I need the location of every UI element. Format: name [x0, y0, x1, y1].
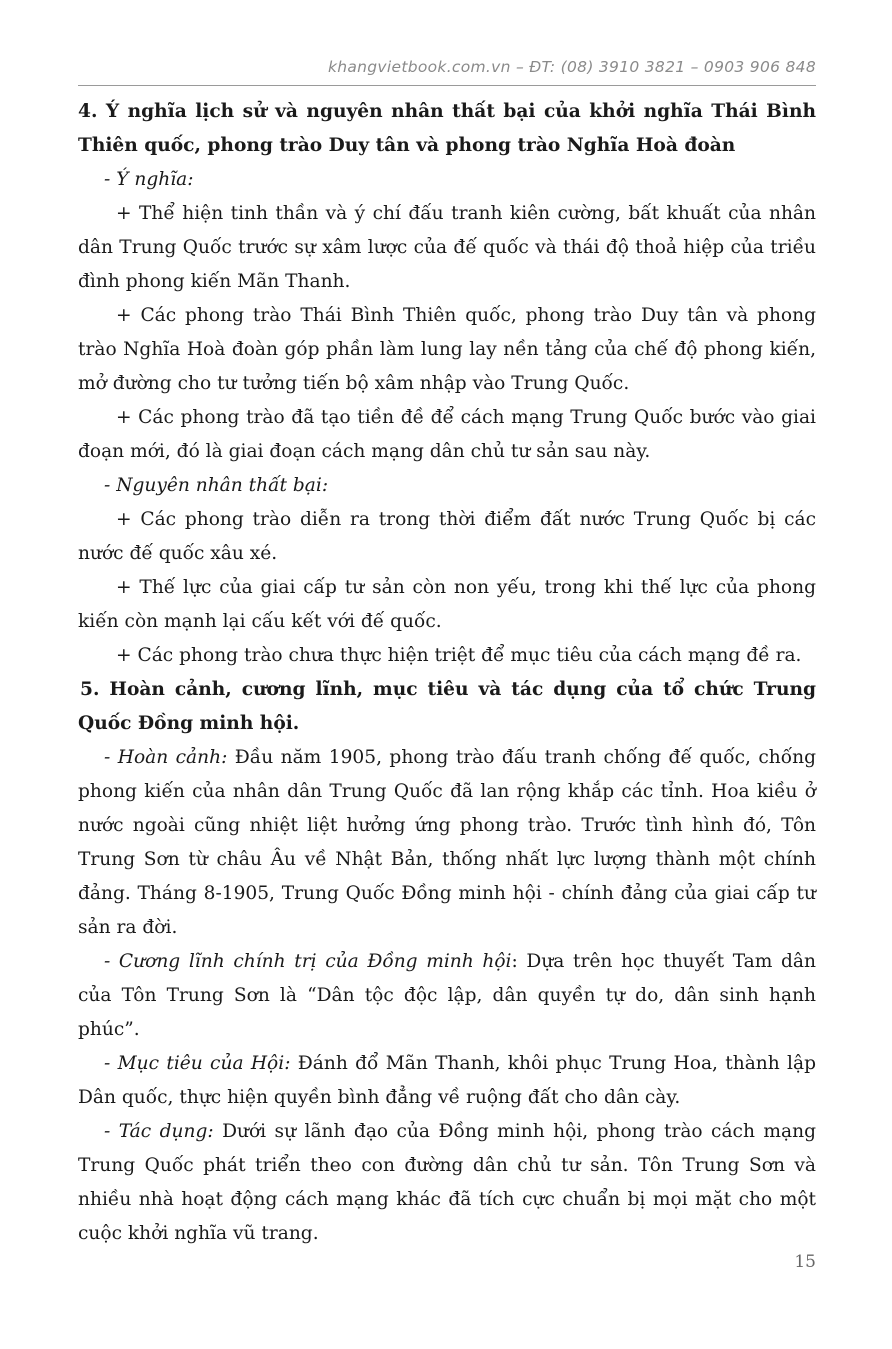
failure-label: - Nguyên nhân thất bại: — [104, 475, 329, 496]
effect-text: Dưới sự lãnh đạo của Đồng minh hội, phong trào cách mạng Trung Quốc phát triển theo con đường dân chủ tư sản. Tôn Trung Sơn và nhiều nhà hoạt động cách mạng khác đã tích cực chuẩn bị mọi mặt cho một cuộc khởi nghĩa vũ trang. — [78, 1121, 816, 1244]
page-number: 15 — [794, 1252, 816, 1272]
failure-item: + Các phong trào chưa thực hiện triệt để mục tiêu của cách mạng đề ra. — [116, 645, 802, 666]
section-5-title: 5. Hoàn cảnh, cương lĩnh, mục tiêu và tác dụng của tổ chức Trung Quốc Đồng minh hội. — [78, 679, 816, 734]
failure-item: + Thế lực của giai cấp tư sản còn non yếu, trong khi thế lực của phong kiến còn mạnh lại cấu kết với đế quốc. — [78, 577, 816, 632]
meaning-item: + Các phong trào Thái Bình Thiên quốc, phong trào Duy tân và phong trào Nghĩa Hoà đoàn góp phần làm lung lay nền tảng của chế độ phong kiến, mở đường cho tư tưởng tiến bộ xâm nhập vào Trung Quốc. — [78, 305, 816, 394]
meaning-item: + Thể hiện tinh thần và ý chí đấu tranh kiên cường, bất khuất của nhân dân Trung Quốc trước sự xâm lược của đế quốc và thái độ thoả hiệp của triều đình phong kiến Mãn Thanh. — [78, 203, 816, 292]
failure-item: + Các phong trào diễn ra trong thời điểm đất nước Trung Quốc bị các nước đế quốc xâu xé. — [78, 509, 816, 564]
page-header: khangvietbook.com.vn – ĐT: (08) 3910 3821 – 0903 906 848 — [327, 58, 816, 76]
goal-text: Đánh đổ Mãn Thanh, khôi phục Trung Hoa, thành lập Dân quốc, thực hiện quyền bình đẳng về ruộng đất cho dân cày. — [78, 1053, 816, 1108]
goal-label: - Mục tiêu của Hội: — [104, 1053, 291, 1074]
meaning-item: + Các phong trào đã tạo tiền đề để cách mạng Trung Quốc bước vào giai đoạn mới, đó là giai đoạn cách mạng dân chủ tư sản sau này. — [78, 407, 816, 462]
meaning-label: - Ý nghĩa: — [104, 169, 194, 190]
goal-paragraph — [78, 1047, 816, 1115]
header-divider — [78, 85, 816, 86]
section-4-title: 4. Ý nghĩa lịch sử và nguyên nhân thất bại của khởi nghĩa Thái Bình Thiên quốc, phong trào Duy tân và phong trào Nghĩa Hoà đoàn — [78, 101, 816, 156]
effect-label: - Tác dụng: — [104, 1121, 214, 1142]
program-label: - Cương lĩnh chính trị của Đồng minh hội — [104, 951, 512, 972]
context-text: Đầu năm 1905, phong trào đấu tranh chống đế quốc, chống phong kiến của nhân dân Trung Quốc đã lan rộng khắp các tỉnh. Hoa kiều ở nước ngoài cũng nhiệt liệt hưởng ứng phong trào. Trước tình hình đó, Tôn Trung Sơn từ châu Âu về Nhật Bản, thống nhất lực lượng thành một chính đảng. Tháng 8-1905, Trung Quốc Đồng minh hội - chính đảng của giai cấp tư sản ra đời. — [78, 747, 816, 938]
context-paragraph — [78, 741, 816, 945]
program-paragraph — [78, 945, 816, 1047]
context-label: - Hoàn cảnh: — [104, 747, 228, 768]
effect-paragraph — [78, 1115, 816, 1251]
program-text: : Dựa trên học thuyết Tam dân của Tôn Trung Sơn là “Dân tộc độc lập, dân quyền tự do, dân sinh hạnh phúc”. — [78, 951, 816, 1040]
page-content — [78, 95, 816, 1251]
